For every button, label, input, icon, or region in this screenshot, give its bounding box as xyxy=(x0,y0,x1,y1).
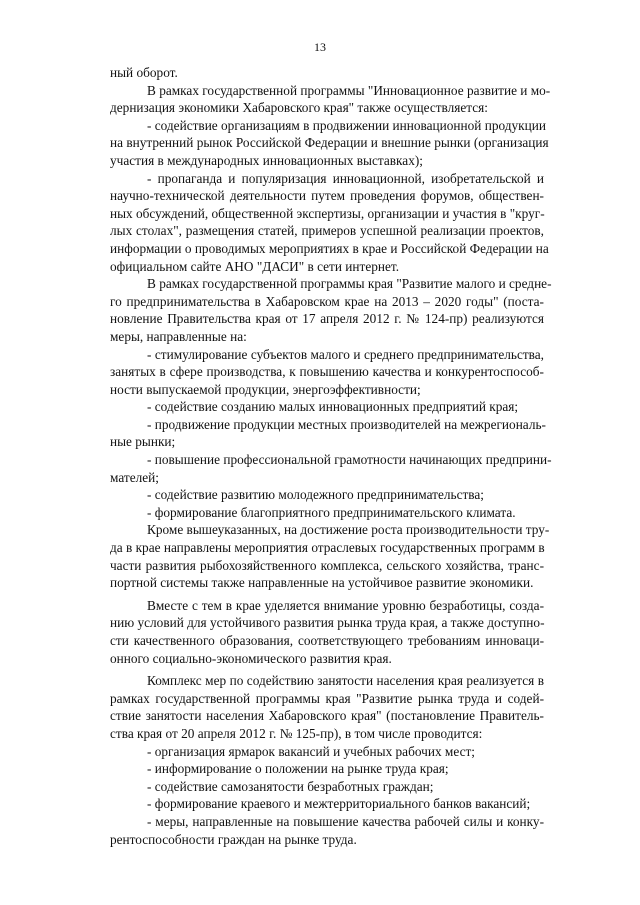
text-line: меры, направленные на: xyxy=(110,328,247,344)
text-line: ствие занятости населения Хабаровского края" (постановление Правитель- xyxy=(110,708,544,724)
text-line: ные рынки; xyxy=(110,434,176,450)
text-line: Комплекс мер по содействию занятости населения края реализуется в xyxy=(147,673,544,689)
text-line: лых столах", размещения статей, примеров успешной реализации проектов, xyxy=(110,223,544,239)
text-line: портной системы также направленные на устойчивое развитие экономики. xyxy=(110,575,534,591)
text-line: ных обсуждений, общественной экспертизы, организации и участия в "круг- xyxy=(110,205,545,221)
text-line: рамках государственной программы края "Развитие рынка труда и содей- xyxy=(110,690,544,706)
text-line: Кроме вышеуказанных, на достижение роста производительности тру- xyxy=(147,522,550,538)
page-number: 13 xyxy=(314,40,326,54)
text-line: занятых в сфере производства, к повышению качества и конкурентоспособ- xyxy=(110,364,544,380)
text-line: ности выпускаемой продукции, энергоэффективности; xyxy=(110,381,421,397)
text-line: да в крае направлены мероприятия отраслевых государственных программ в xyxy=(110,540,545,556)
text-line: мателей; xyxy=(110,469,159,485)
text-line: информации о проводимых мероприятиях в крае и Российской Федерации на xyxy=(110,240,549,256)
text-line: - информирование о положении на рынке труда края; xyxy=(147,761,449,777)
text-line: сти качественного образования, соответствующего требованиям инноваци- xyxy=(110,633,544,648)
text-line: - организация ярмарок вакансий и учебных рабочих мест; xyxy=(147,743,475,759)
text-line: дернизация экономики Хабаровского края" также осуществляется: xyxy=(110,100,488,116)
text-line: - стимулирование субъектов малого и среднего предпринимательства, xyxy=(147,346,544,362)
text-line: - продвижение продукции местных производителей на межрегиональ- xyxy=(147,416,546,432)
text-line: го предпринимательства в Хабаровском крае на 2013 – 2020 годы" (поста- xyxy=(110,293,544,309)
text-line: участия в международных инновационных выставках); xyxy=(110,152,423,168)
text-line: - формирование краевого и межтерриториального банков вакансий; xyxy=(147,796,531,812)
text-line: - содействие созданию малых инновационных предприятий края; xyxy=(147,399,519,415)
text-line: В рамках государственной программы края "Развитие малого и средне- xyxy=(147,276,552,292)
text-line: официальном сайте АНО "ДАСИ" в сети интернет. xyxy=(110,258,400,274)
text-line: части развития рыбохозяйственного комплекса, сельского хозяйства, транс- xyxy=(110,557,544,573)
text-line: нию условий для устойчивого развития рынка труда края, а также доступно- xyxy=(110,615,545,631)
text-line: онного социально-экономического развития края. xyxy=(110,650,392,666)
text-line: новление Правительства края от 17 апреля 2012 г. № 124-пр) реализуются xyxy=(110,311,544,327)
text-line: на внутренний рынок Российской Федерации и внешние рынки (организация xyxy=(110,135,549,151)
document-body xyxy=(110,64,552,848)
text-line: - содействие самозанятости безработных граждан; xyxy=(147,778,434,794)
text-line: - содействие организациям в продвижении инновационной продукции xyxy=(147,117,546,133)
text-line: - меры, направленные на повышение качества рабочей силы и конку- xyxy=(147,813,544,829)
text-line: ства края от 20 апреля 2012 г. № 125-пр), в том числе проводится: xyxy=(110,725,483,741)
text-line: Вместе с тем в крае уделяется внимание уровню безработицы, созда- xyxy=(147,597,544,613)
text-line: - пропаганда и популяризация инновационной, изобретательской и xyxy=(147,170,544,186)
text-line: рентоспособности граждан на рынке труда. xyxy=(110,831,357,847)
text-line: - содействие развитию молодежного предпринимательства; xyxy=(147,487,484,503)
text-line: - повышение профессиональной грамотности начинающих предприни- xyxy=(147,452,552,468)
text-line: - формирование благоприятного предпринимательского климата. xyxy=(147,504,516,520)
text-line: научно-технической деятельности путем проведения форумов, обществен- xyxy=(110,188,544,204)
text-line: ный оборот. xyxy=(110,65,178,80)
text-line: В рамках государственной программы "Инновационное развитие и мо- xyxy=(147,82,551,98)
